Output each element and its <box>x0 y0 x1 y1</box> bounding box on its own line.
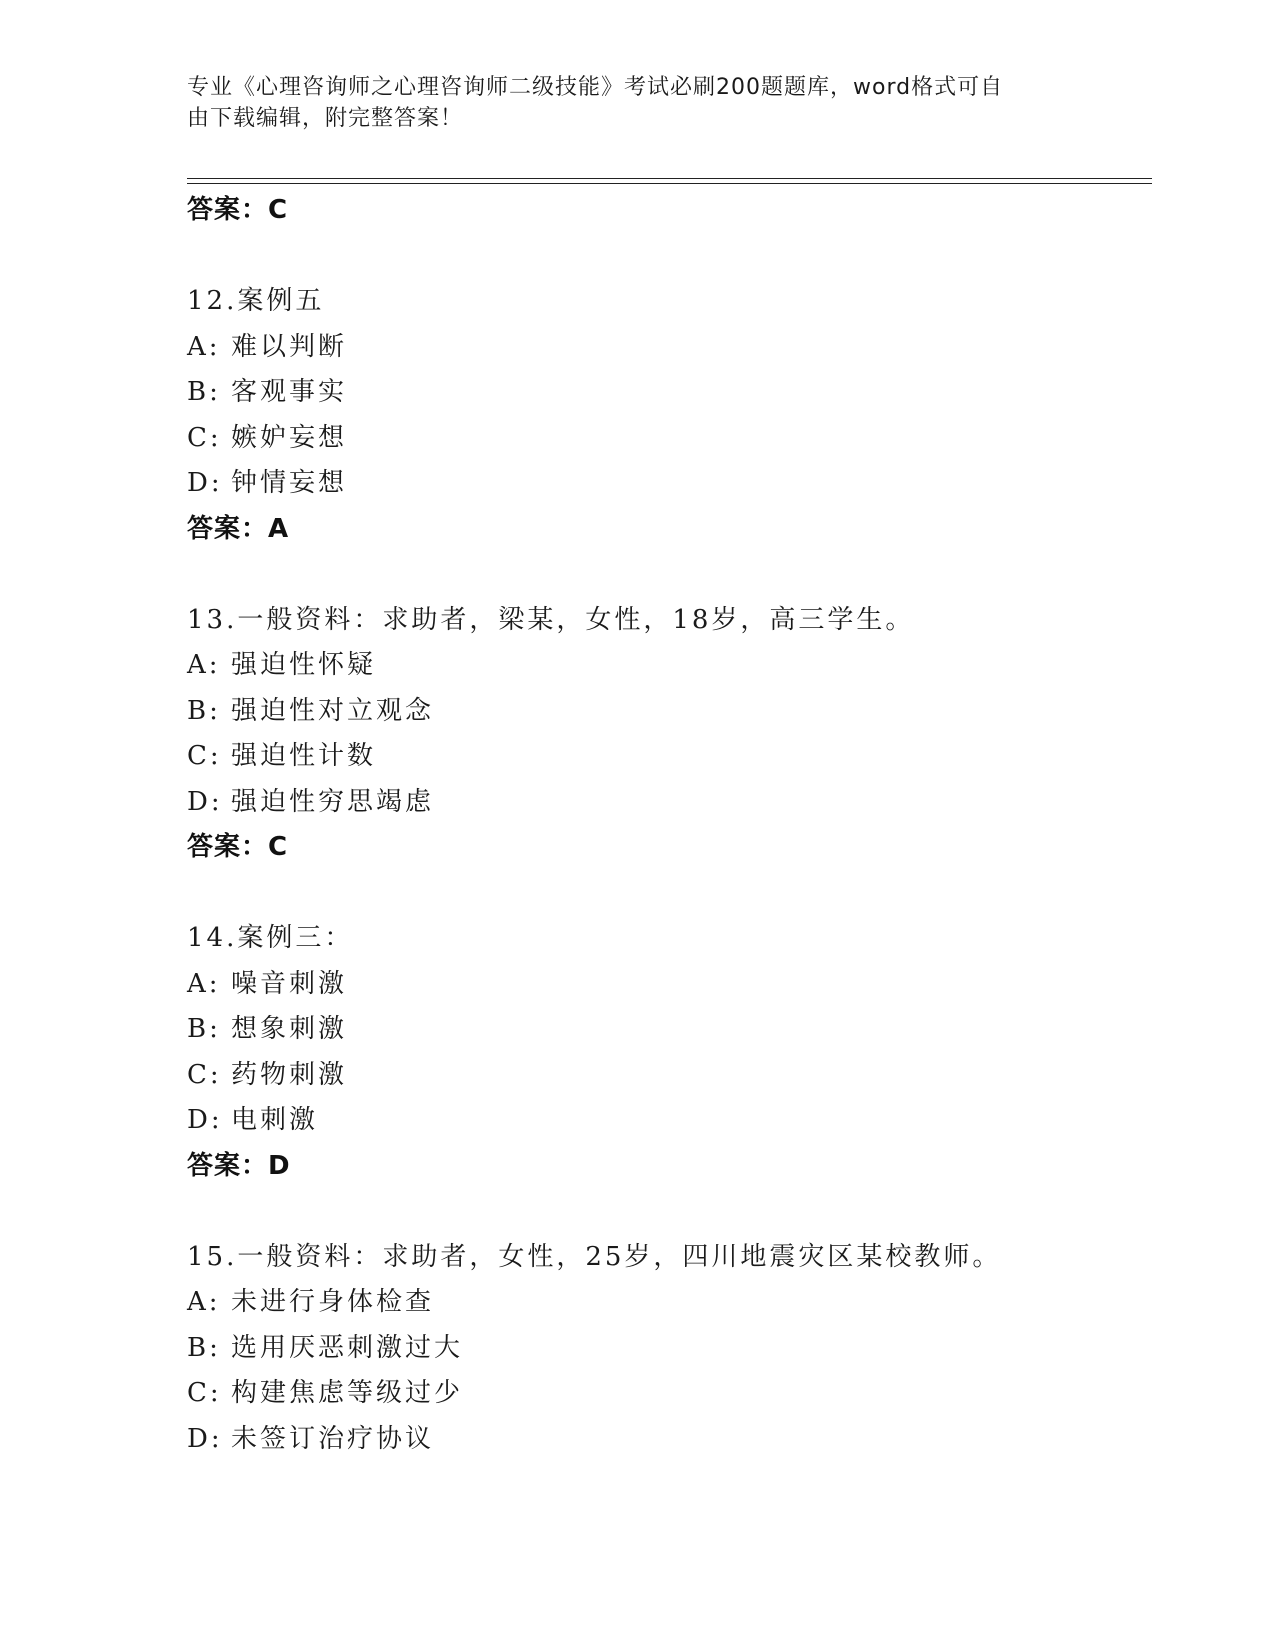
answer-value: C <box>268 832 289 862</box>
answer-option <box>187 461 1147 507</box>
header-divider-top <box>187 178 1152 179</box>
answer-line <box>187 1144 1147 1189</box>
option-text: 想象刺激 <box>231 1014 348 1044</box>
option-key: C: <box>187 741 222 771</box>
question-list <box>187 188 1147 1462</box>
option-text: 客观事实 <box>231 377 348 407</box>
option-text: 药物刺激 <box>231 1059 348 1090</box>
spacer <box>187 233 1147 279</box>
option-key: B: <box>187 1014 221 1044</box>
option-key: B: <box>187 377 221 407</box>
answer-option <box>187 962 1147 1008</box>
option-text: 强迫性计数 <box>231 741 377 771</box>
option-key: D: <box>187 786 223 817</box>
answer-line <box>187 825 1147 870</box>
question-title: 13.一般资料：求助者，梁某，女性，18岁，高三学生。 <box>187 604 915 635</box>
option-key: D: <box>187 1105 223 1135</box>
option-text: 构建焦虑等级过少 <box>231 1378 464 1408</box>
answer-option <box>187 689 1147 735</box>
option-text: 未签订治疗协议 <box>231 1423 435 1454</box>
answer-value: D <box>268 1150 291 1181</box>
option-key: A: <box>187 331 221 362</box>
option-text: 强迫性穷思竭虑 <box>231 786 435 817</box>
option-key: C: <box>187 422 222 453</box>
option-text: 强迫性对立观念 <box>231 695 435 726</box>
answer-label: 答案： <box>187 1150 269 1181</box>
answer-option <box>187 1007 1147 1053</box>
option-text: 难以判断 <box>231 331 348 362</box>
answer-option <box>187 1098 1147 1144</box>
answer-option <box>187 780 1147 826</box>
spacer <box>187 870 1147 916</box>
answer-label: 答案： <box>187 832 269 862</box>
option-text: 钟情妄想 <box>231 468 348 498</box>
option-key: C: <box>187 1059 222 1090</box>
answer-label: 答案： <box>187 513 269 544</box>
option-key: A: <box>187 650 221 680</box>
answer-option <box>187 416 1147 462</box>
answer-option <box>187 1280 1147 1326</box>
option-key: A: <box>187 968 221 999</box>
spacer <box>187 552 1147 598</box>
header-divider-bottom <box>187 183 1152 184</box>
answer-label: 答案： <box>187 195 269 225</box>
option-key: A: <box>187 1287 221 1317</box>
answer-option <box>187 643 1147 689</box>
option-key: B: <box>187 695 221 726</box>
question-title: 12.案例五 <box>187 286 325 316</box>
header-line-2: 由下载编辑，附完整答案！ <box>187 106 464 131</box>
question-title: 14.案例三： <box>187 923 354 953</box>
option-key: B: <box>187 1332 221 1363</box>
answer-line <box>187 188 1147 233</box>
answer-value: C <box>268 195 289 225</box>
answer-option <box>187 1326 1147 1372</box>
answer-option <box>187 370 1147 416</box>
answer-value: A <box>268 513 290 544</box>
answer-option <box>187 1053 1147 1099</box>
option-text: 噪音刺激 <box>231 968 348 999</box>
answer-option <box>187 1417 1147 1463</box>
option-text: 强迫性怀疑 <box>231 650 377 680</box>
answer-option <box>187 325 1147 371</box>
question-title: 15.一般资料：求助者，女性，25岁，四川地震灾区某校教师。 <box>187 1241 1002 1272</box>
option-text: 电刺激 <box>231 1105 319 1135</box>
option-key: C: <box>187 1378 222 1408</box>
header-line-1: 专业《心理咨询师之心理咨询师二级技能》考试必刷200题题库，word格式可自 <box>187 75 1004 100</box>
option-key: D: <box>187 468 223 498</box>
option-key: D: <box>187 1423 223 1454</box>
document-header <box>187 72 1067 134</box>
answer-option <box>187 1371 1147 1417</box>
option-text: 未进行身体检查 <box>231 1287 435 1317</box>
answer-line <box>187 507 1147 552</box>
option-text: 选用厌恶刺激过大 <box>231 1332 464 1363</box>
answer-option <box>187 734 1147 780</box>
option-text: 嫉妒妄想 <box>231 422 348 453</box>
spacer <box>187 1189 1147 1235</box>
